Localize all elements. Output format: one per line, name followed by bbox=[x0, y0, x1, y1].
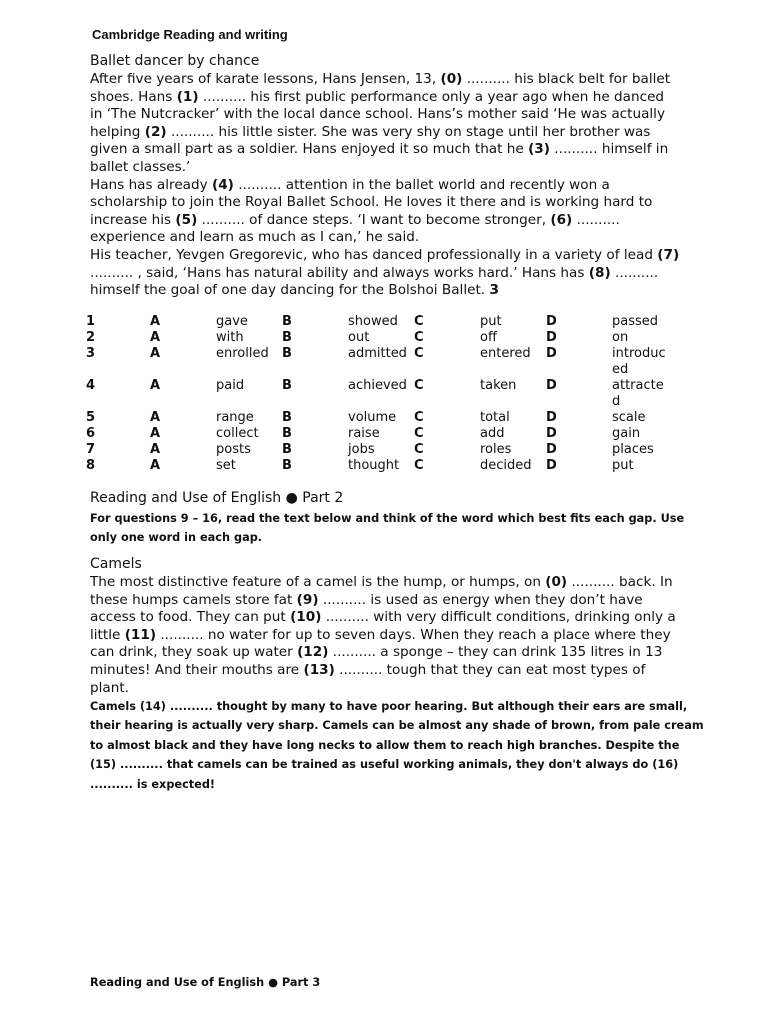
option-letter: C bbox=[414, 426, 424, 441]
option-letter: D bbox=[546, 442, 557, 457]
text-run: .......... experience and learn as much as I can,’ he said. bbox=[90, 211, 620, 246]
text-run: .......... his first public performance only a year ago when he danced in ‘The Nutcracker’ with the local dance school. Hans’s mother said ‘He was actually helping bbox=[90, 88, 665, 140]
option-letter: C bbox=[414, 330, 424, 345]
question-number: 5 bbox=[86, 410, 96, 425]
text-run: The most distinctive feature of a camel is the hump, or humps, on bbox=[90, 574, 546, 590]
gap-number: (4) bbox=[212, 176, 234, 193]
gap-number: (13) bbox=[303, 661, 335, 678]
option-b: raise bbox=[348, 426, 380, 441]
text-run: Hans has already bbox=[90, 176, 213, 193]
option-a: range bbox=[216, 410, 254, 425]
option-b: achieved bbox=[348, 378, 407, 393]
option-letter: A bbox=[150, 330, 161, 345]
camels-text bbox=[90, 574, 680, 697]
option-a: enrolled bbox=[216, 346, 269, 361]
text-run: .......... , said, ‘Hans has natural ability and always works hard.’ Hans has bbox=[90, 264, 589, 281]
text-run: word in each gap. bbox=[144, 531, 263, 544]
page-header: Cambridge Reading and writing bbox=[92, 27, 288, 42]
question-number: 7 bbox=[86, 442, 96, 457]
option-c: taken bbox=[480, 378, 517, 393]
option-d: on bbox=[612, 330, 629, 345]
option-row bbox=[86, 314, 666, 330]
gap-number: (9) bbox=[296, 591, 319, 608]
option-row bbox=[86, 458, 666, 474]
text-run: .......... no water for up to seven days. When they reach a place where they can drink, they soak up water bbox=[90, 626, 671, 661]
text-run: .......... tough that they can eat most types of plant. bbox=[90, 661, 646, 696]
option-d: attracted bbox=[612, 378, 664, 409]
text-run: After five years of karate lessons, Hans Jensen, 13, bbox=[90, 71, 441, 87]
option-d: put bbox=[612, 458, 634, 473]
gap-number: (0) bbox=[440, 71, 463, 87]
option-d: passed bbox=[612, 314, 659, 329]
option-row bbox=[86, 410, 666, 426]
gap-number: (0) bbox=[545, 574, 568, 590]
option-letter: D bbox=[546, 314, 557, 329]
gap-number: (7) bbox=[657, 246, 680, 263]
camels-title: Camels bbox=[90, 556, 142, 572]
option-c: add bbox=[480, 426, 505, 441]
options-table bbox=[86, 314, 666, 474]
option-letter: D bbox=[546, 330, 557, 345]
option-letter: C bbox=[414, 458, 424, 473]
text-run: one bbox=[120, 531, 145, 544]
gap-number: (12) bbox=[297, 644, 329, 661]
option-letter: D bbox=[546, 378, 557, 393]
gap-number: (11) bbox=[124, 626, 157, 643]
option-letter: C bbox=[414, 378, 424, 393]
option-a: set bbox=[216, 458, 236, 473]
option-b: thought bbox=[348, 458, 400, 473]
option-row bbox=[86, 442, 666, 458]
option-d: gain bbox=[612, 426, 641, 441]
option-b: volume bbox=[348, 410, 397, 425]
option-letter: A bbox=[150, 426, 161, 441]
option-c: roles bbox=[480, 442, 512, 457]
question-number: 2 bbox=[86, 330, 96, 345]
camels-text-continued: Camels (14) .......... thought by many to have poor hearing. But although their ears are small, their hearing is actually very sharp. Camels can be almost any shade of brown, from pale cream to almost black and they have long necks to allow them to reach high branches. Despite the (15) .......... that camels can be trained as useful working animals, they don't always do (16) .......... is expected! bbox=[90, 700, 704, 791]
question-number: 6 bbox=[86, 426, 96, 441]
option-b: jobs bbox=[348, 442, 375, 457]
text-run: .......... his little sister. She was very shy on stage until her brother was given a small part as a soldier. Hans enjoyed it so much that he bbox=[90, 123, 651, 158]
text-run: His teacher, Yevgen Gregorevic, who has danced professionally in a variety of lead bbox=[90, 246, 658, 263]
text-run: For questions 9 – 16, read the text below and think of the word which best fits each gap. Use only bbox=[90, 512, 685, 544]
option-letter: B bbox=[282, 330, 292, 345]
question-number: 1 bbox=[86, 314, 96, 329]
option-letter: C bbox=[414, 346, 424, 361]
text-run: .......... back. In these humps camels store fat bbox=[90, 574, 673, 608]
gap-number: (10) bbox=[290, 609, 322, 626]
gap-number: 3 bbox=[489, 282, 499, 299]
gap-number: (3) bbox=[528, 141, 550, 158]
text-run: .......... his black belt for ballet shoes. Hans bbox=[90, 71, 671, 105]
option-c: total bbox=[480, 410, 510, 425]
gap-number: (2) bbox=[144, 123, 167, 140]
option-letter: B bbox=[282, 458, 292, 473]
option-b: admitted bbox=[348, 346, 407, 361]
option-letter: D bbox=[546, 346, 557, 361]
question-number: 8 bbox=[86, 458, 96, 473]
option-letter: B bbox=[282, 378, 292, 393]
gap-number: (8) bbox=[588, 264, 611, 281]
option-c: entered bbox=[480, 346, 531, 361]
option-letter: D bbox=[546, 426, 557, 441]
part2-instructions bbox=[90, 509, 690, 547]
option-d: introduced bbox=[612, 346, 666, 377]
option-a: posts bbox=[216, 442, 251, 457]
ballet-text bbox=[90, 71, 680, 300]
option-letter: B bbox=[282, 410, 292, 425]
text-run: .......... attention in the ballet world and recently won a scholarship to join the Royal Ballet School. He loves it there and is working hard to increase his bbox=[90, 176, 653, 228]
option-row bbox=[86, 346, 666, 378]
option-letter: C bbox=[414, 410, 424, 425]
option-b: out bbox=[348, 330, 370, 345]
option-letter: A bbox=[150, 314, 161, 329]
option-letter: B bbox=[282, 314, 292, 329]
option-row bbox=[86, 330, 666, 346]
question-number: 3 bbox=[86, 346, 96, 361]
option-letter: A bbox=[150, 346, 161, 361]
option-letter: B bbox=[282, 426, 292, 441]
option-letter: B bbox=[282, 346, 292, 361]
option-row bbox=[86, 378, 666, 410]
text-run: .......... with very difficult conditions, drinking only a little bbox=[90, 609, 676, 643]
option-a: collect bbox=[216, 426, 259, 441]
text-run: .......... is used as energy when they don’t have access to food. They can put bbox=[90, 591, 643, 626]
option-d: places bbox=[612, 442, 654, 457]
ballet-title: Ballet dancer by chance bbox=[90, 53, 260, 69]
option-letter: C bbox=[414, 314, 424, 329]
option-c: off bbox=[480, 330, 497, 345]
option-letter: A bbox=[150, 458, 161, 473]
option-b: showed bbox=[348, 314, 398, 329]
option-a: with bbox=[216, 330, 244, 345]
section-heading-part2: Reading and Use of English ● Part 2 bbox=[90, 490, 344, 506]
option-c: decided bbox=[480, 458, 532, 473]
question-number: 4 bbox=[86, 378, 96, 393]
option-letter: C bbox=[414, 442, 424, 457]
option-row bbox=[86, 426, 666, 442]
gap-number: (5) bbox=[175, 211, 198, 228]
gap-number: (6) bbox=[550, 211, 573, 228]
option-d: scale bbox=[612, 410, 646, 425]
option-letter: A bbox=[150, 378, 161, 393]
text-run: .......... himself the goal of one day dancing for the Bolshoi Ballet. bbox=[90, 264, 659, 299]
option-letter: B bbox=[282, 442, 292, 457]
option-c: put bbox=[480, 314, 502, 329]
option-a: gave bbox=[216, 314, 248, 329]
option-letter: D bbox=[546, 410, 557, 425]
text-run: .......... of dance steps. ‘I want to become stronger, bbox=[197, 211, 551, 228]
option-letter: D bbox=[546, 458, 557, 473]
option-letter: A bbox=[150, 442, 161, 457]
text-run: .......... himself in ballet classes.’ bbox=[90, 141, 669, 175]
option-letter: A bbox=[150, 410, 161, 425]
section-heading-part3: Reading and Use of English ● Part 3 bbox=[90, 976, 321, 989]
option-a: paid bbox=[216, 378, 245, 393]
text-run: .......... a sponge – they can drink 135 litres in 13 minutes! And their mouths are bbox=[90, 644, 663, 678]
gap-number: (1) bbox=[176, 88, 199, 105]
